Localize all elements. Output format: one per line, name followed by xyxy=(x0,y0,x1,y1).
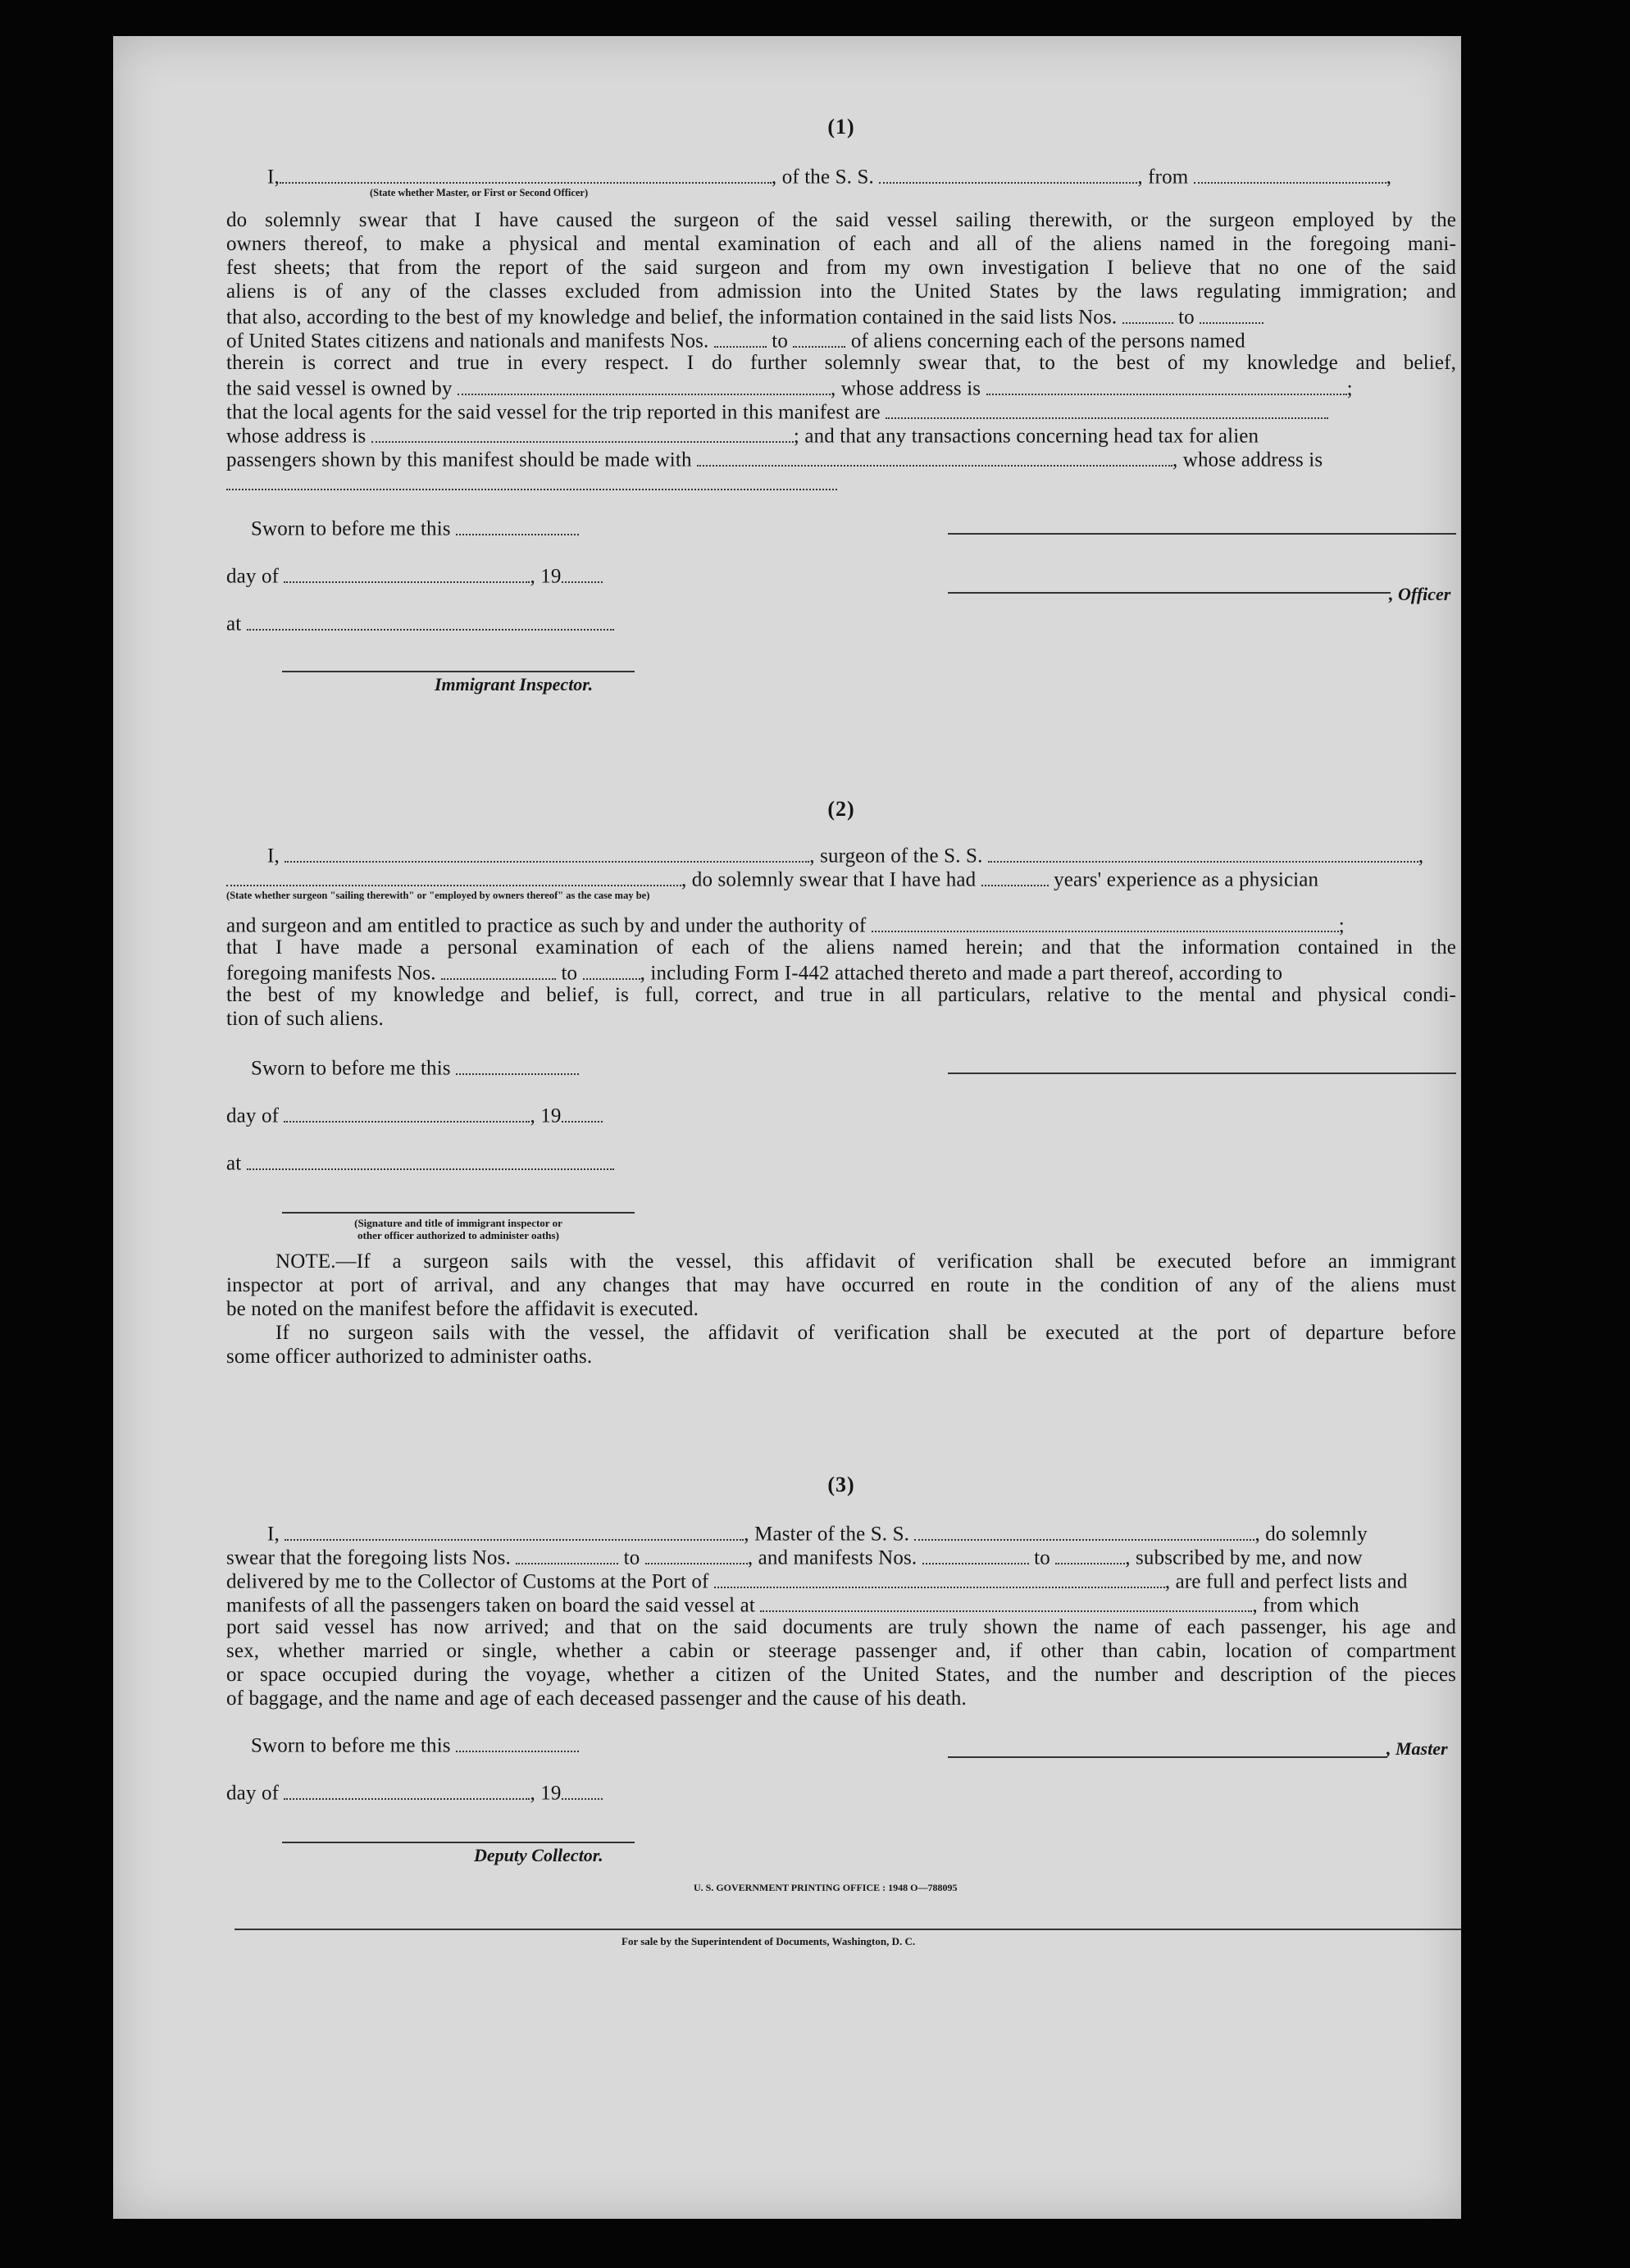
manifests-from-field[interactable] xyxy=(714,327,767,348)
section-3-number: (3) xyxy=(827,1473,855,1496)
signature-caption: (Signature and title of immigrant inspector or other officer authorized to administer oaths) xyxy=(354,1217,562,1241)
for-sale-notice: For sale by the Superintendent of Documents, Washington, D. C. xyxy=(621,1935,916,1947)
s3-line3: delivered by me to the Collector of Customs at the Port of , are full and perfect lists and xyxy=(226,1568,1456,1594)
s3-manifests-to-field[interactable] xyxy=(1055,1544,1125,1564)
s2-line1: I, , surgeon of the S. S. , xyxy=(267,842,1456,868)
collector-signature-line[interactable] xyxy=(282,1842,635,1843)
master-label: , Master xyxy=(1386,1738,1448,1759)
port-of-embarkation-field[interactable] xyxy=(760,1592,1252,1612)
s1-at: at xyxy=(226,610,800,636)
surgeon-caption: (State whether surgeon "sailing therewith" or "employed by owners thereof" as the case may be) xyxy=(226,890,650,901)
s2-line7: tion of such aliens. xyxy=(226,1008,384,1030)
s1-sworn: Sworn to before me this xyxy=(251,515,825,541)
s2-line5: foregoing manifests Nos. to , including Form I-442 attached thereto and made a part thereof, according to xyxy=(226,959,1456,986)
s1-p11: passengers shown by this manifest should be made with , whose address is xyxy=(226,446,1456,472)
from-port-field[interactable] xyxy=(1194,163,1386,184)
owner-address-field[interactable] xyxy=(986,375,1347,395)
port-of-arrival-field[interactable] xyxy=(714,1568,1165,1588)
punch-hole xyxy=(1486,2074,1530,2119)
s2-line3: and surgeon and am entitled to practice as such by and under the authority of ; xyxy=(226,912,1456,938)
s3-line7: or space occupied during the voyage, whether a citizen of the United States, and the number and description of the pieces xyxy=(226,1664,1456,1686)
punch-hole xyxy=(1488,1589,1532,1633)
collector-label: Deputy Collector. xyxy=(474,1845,603,1865)
note-line2: inspector at port of arrival, and any changes that may have occurred en route in the condition of any of the aliens must xyxy=(226,1274,1456,1296)
manifests-to-field[interactable] xyxy=(793,327,845,348)
lists-to-field[interactable] xyxy=(1200,303,1263,324)
s1-sworn-day-field[interactable] xyxy=(456,515,579,535)
s1-p10: whose address is ; and that any transactions concerning head tax for alien xyxy=(226,422,1456,449)
printing-office-imprint: U. S. GOVERNMENT PRINTING OFFICE : 1948 O—788095 xyxy=(694,1882,958,1893)
section-2-number: (2) xyxy=(827,797,855,821)
s1-p12 xyxy=(226,470,1456,496)
s3-month-field[interactable] xyxy=(284,1779,530,1800)
s1-line1: I, , of the S. S. , from , xyxy=(267,163,1456,189)
s1-p1: do solemnly swear that I have caused the surgeon of the said vessel sailing therewith, or the surgeon employed by the xyxy=(226,209,1456,231)
surgeon-signature-line[interactable] xyxy=(948,1073,1456,1074)
inspector-signature-line[interactable] xyxy=(282,671,635,672)
s2-month-field[interactable] xyxy=(284,1102,530,1123)
s2-day-of: day of , 19 xyxy=(226,1102,800,1128)
punch-hole xyxy=(1488,745,1532,789)
s1-month-field[interactable] xyxy=(284,562,530,583)
head-tax-field[interactable] xyxy=(697,446,1172,467)
s2-manifests-from-field[interactable] xyxy=(441,959,556,980)
years-experience-field[interactable] xyxy=(981,866,1049,886)
officer-caption: (State whether Master, or First or Second Officer) xyxy=(370,187,589,198)
s2-manifests-to-field[interactable] xyxy=(583,959,640,980)
s2-line4: that I have made a personal examination of each of the aliens named herein; and that the information contained in the xyxy=(226,936,1456,959)
s1-day-of: day of , 19 xyxy=(226,562,800,589)
s2-place-field[interactable] xyxy=(247,1150,614,1170)
s1-p9: that the local agents for the said vessel for the trip reported in this manifest are xyxy=(226,398,1456,425)
s1-place-field[interactable] xyxy=(247,610,614,631)
s1-p5: that also, according to the best of my knowledge and belief, the information contained in the said lists Nos. to xyxy=(226,303,1456,330)
punch-hole xyxy=(1484,1778,1528,1822)
torn-edge xyxy=(1500,976,1558,1222)
s3-line1: I, , Master of the S. S. , do solemnly xyxy=(267,1520,1456,1546)
punch-hole xyxy=(1484,107,1528,151)
note-line4: If no surgeon sails with the vessel, the affidavit of verification shall be executed at the port of departure before xyxy=(275,1322,1456,1344)
s3-line8: of baggage, and the name and age of each deceased passenger and the cause of his death. xyxy=(226,1687,967,1710)
punch-hole xyxy=(1486,612,1530,656)
note-line5: some officer authorized to administer oaths. xyxy=(226,1346,593,1368)
officer-field[interactable] xyxy=(280,163,772,184)
s1-p4: aliens is of any of the classes excluded from admission into the United States by the laws regulating immigration; and xyxy=(226,280,1456,303)
punch-hole xyxy=(1486,1464,1530,1508)
lists-from-field[interactable] xyxy=(1122,303,1173,324)
local-agents-field[interactable] xyxy=(886,398,1328,419)
s1-year-field[interactable] xyxy=(562,562,603,583)
agents-address-field[interactable] xyxy=(371,422,794,443)
s2-line6: the best of my knowledge and belief, is full, correct, and true in all particulars, relative to the mental and physical condi- xyxy=(226,984,1456,1006)
s3-year-field[interactable] xyxy=(562,1779,603,1800)
head-tax-address-field[interactable] xyxy=(226,470,837,490)
s2-vessel-field[interactable] xyxy=(988,842,1418,863)
inspector-label: Immigrant Inspector. xyxy=(435,674,594,695)
officer-label: , Officer xyxy=(1389,584,1451,604)
master-signature-line[interactable] xyxy=(948,1756,1387,1758)
s3-lists-to-field[interactable] xyxy=(645,1544,748,1564)
s3-line6: sex, whether married or single, whether a cabin or steerage passenger and, if other than cabin, location of compartment xyxy=(226,1640,1456,1662)
s3-line4: manifests of all the passengers taken on board the said vessel at , from which xyxy=(226,1592,1456,1618)
s1-p7: therein is correct and true in every respect. I do further solemnly swear that, to the best of my knowledge and belief, xyxy=(226,352,1456,374)
s3-vessel-field[interactable] xyxy=(914,1520,1254,1541)
s2-line2: , do solemnly swear that I have had years' experience as a physician xyxy=(226,866,1456,892)
note-line1: NOTE.—If a surgeon sails with the vessel, this affidavit of verification shall be executed before an immigrant xyxy=(275,1250,1456,1273)
s2-sworn: Sworn to before me this xyxy=(251,1054,825,1081)
s1-p6: of United States citizens and nationals and manifests Nos. to of aliens concerning each of the persons named xyxy=(226,327,1456,353)
vessel-name-field[interactable] xyxy=(879,163,1137,184)
section-1-number: (1) xyxy=(827,115,855,139)
s2-at: at xyxy=(226,1150,800,1176)
officer-signature-line[interactable] xyxy=(948,533,1456,535)
s2-year-field[interactable] xyxy=(562,1102,603,1123)
surgeon-name-field[interactable] xyxy=(285,842,809,863)
s2-sworn-day-field[interactable] xyxy=(456,1054,579,1075)
s2-inspector-signature-line[interactable] xyxy=(282,1212,635,1214)
master-name-field[interactable] xyxy=(285,1520,744,1541)
s1-p3: fest sheets; that from the report of the said surgeon and from my own investigation I believe that no one of the said xyxy=(226,257,1456,279)
s3-manifests-from-field[interactable] xyxy=(922,1544,1029,1564)
s3-lists-from-field[interactable] xyxy=(516,1544,618,1564)
authority-field[interactable] xyxy=(872,912,1339,932)
s1-p2: owners thereof, to make a physical and mental examination of each and all of the aliens named in the foregoing mani- xyxy=(226,233,1456,255)
footer-rule xyxy=(234,1929,1461,1930)
s1-p8: the said vessel is owned by , whose address is ; xyxy=(226,375,1456,401)
s3-line5: port said vessel has now arrived; and that on the said documents are truly shown the name of each passenger, his age and xyxy=(226,1616,1456,1638)
punch-hole xyxy=(1517,246,1561,290)
surgeon-type-field[interactable] xyxy=(226,866,681,886)
note-line3: be noted on the manifest before the affidavit is executed. xyxy=(226,1298,699,1320)
s3-sworn-day-field[interactable] xyxy=(456,1732,579,1752)
s3-day-of: day of , 19 xyxy=(226,1779,800,1806)
officer-title-line[interactable] xyxy=(948,592,1391,594)
s3-sworn: Sworn to before me this xyxy=(251,1732,825,1758)
punch-hole xyxy=(1488,1951,1532,1996)
owner-field[interactable] xyxy=(458,375,831,395)
s3-line2: swear that the foregoing lists Nos. to , and manifests Nos. to , subscribed by me, and now xyxy=(226,1544,1456,1570)
